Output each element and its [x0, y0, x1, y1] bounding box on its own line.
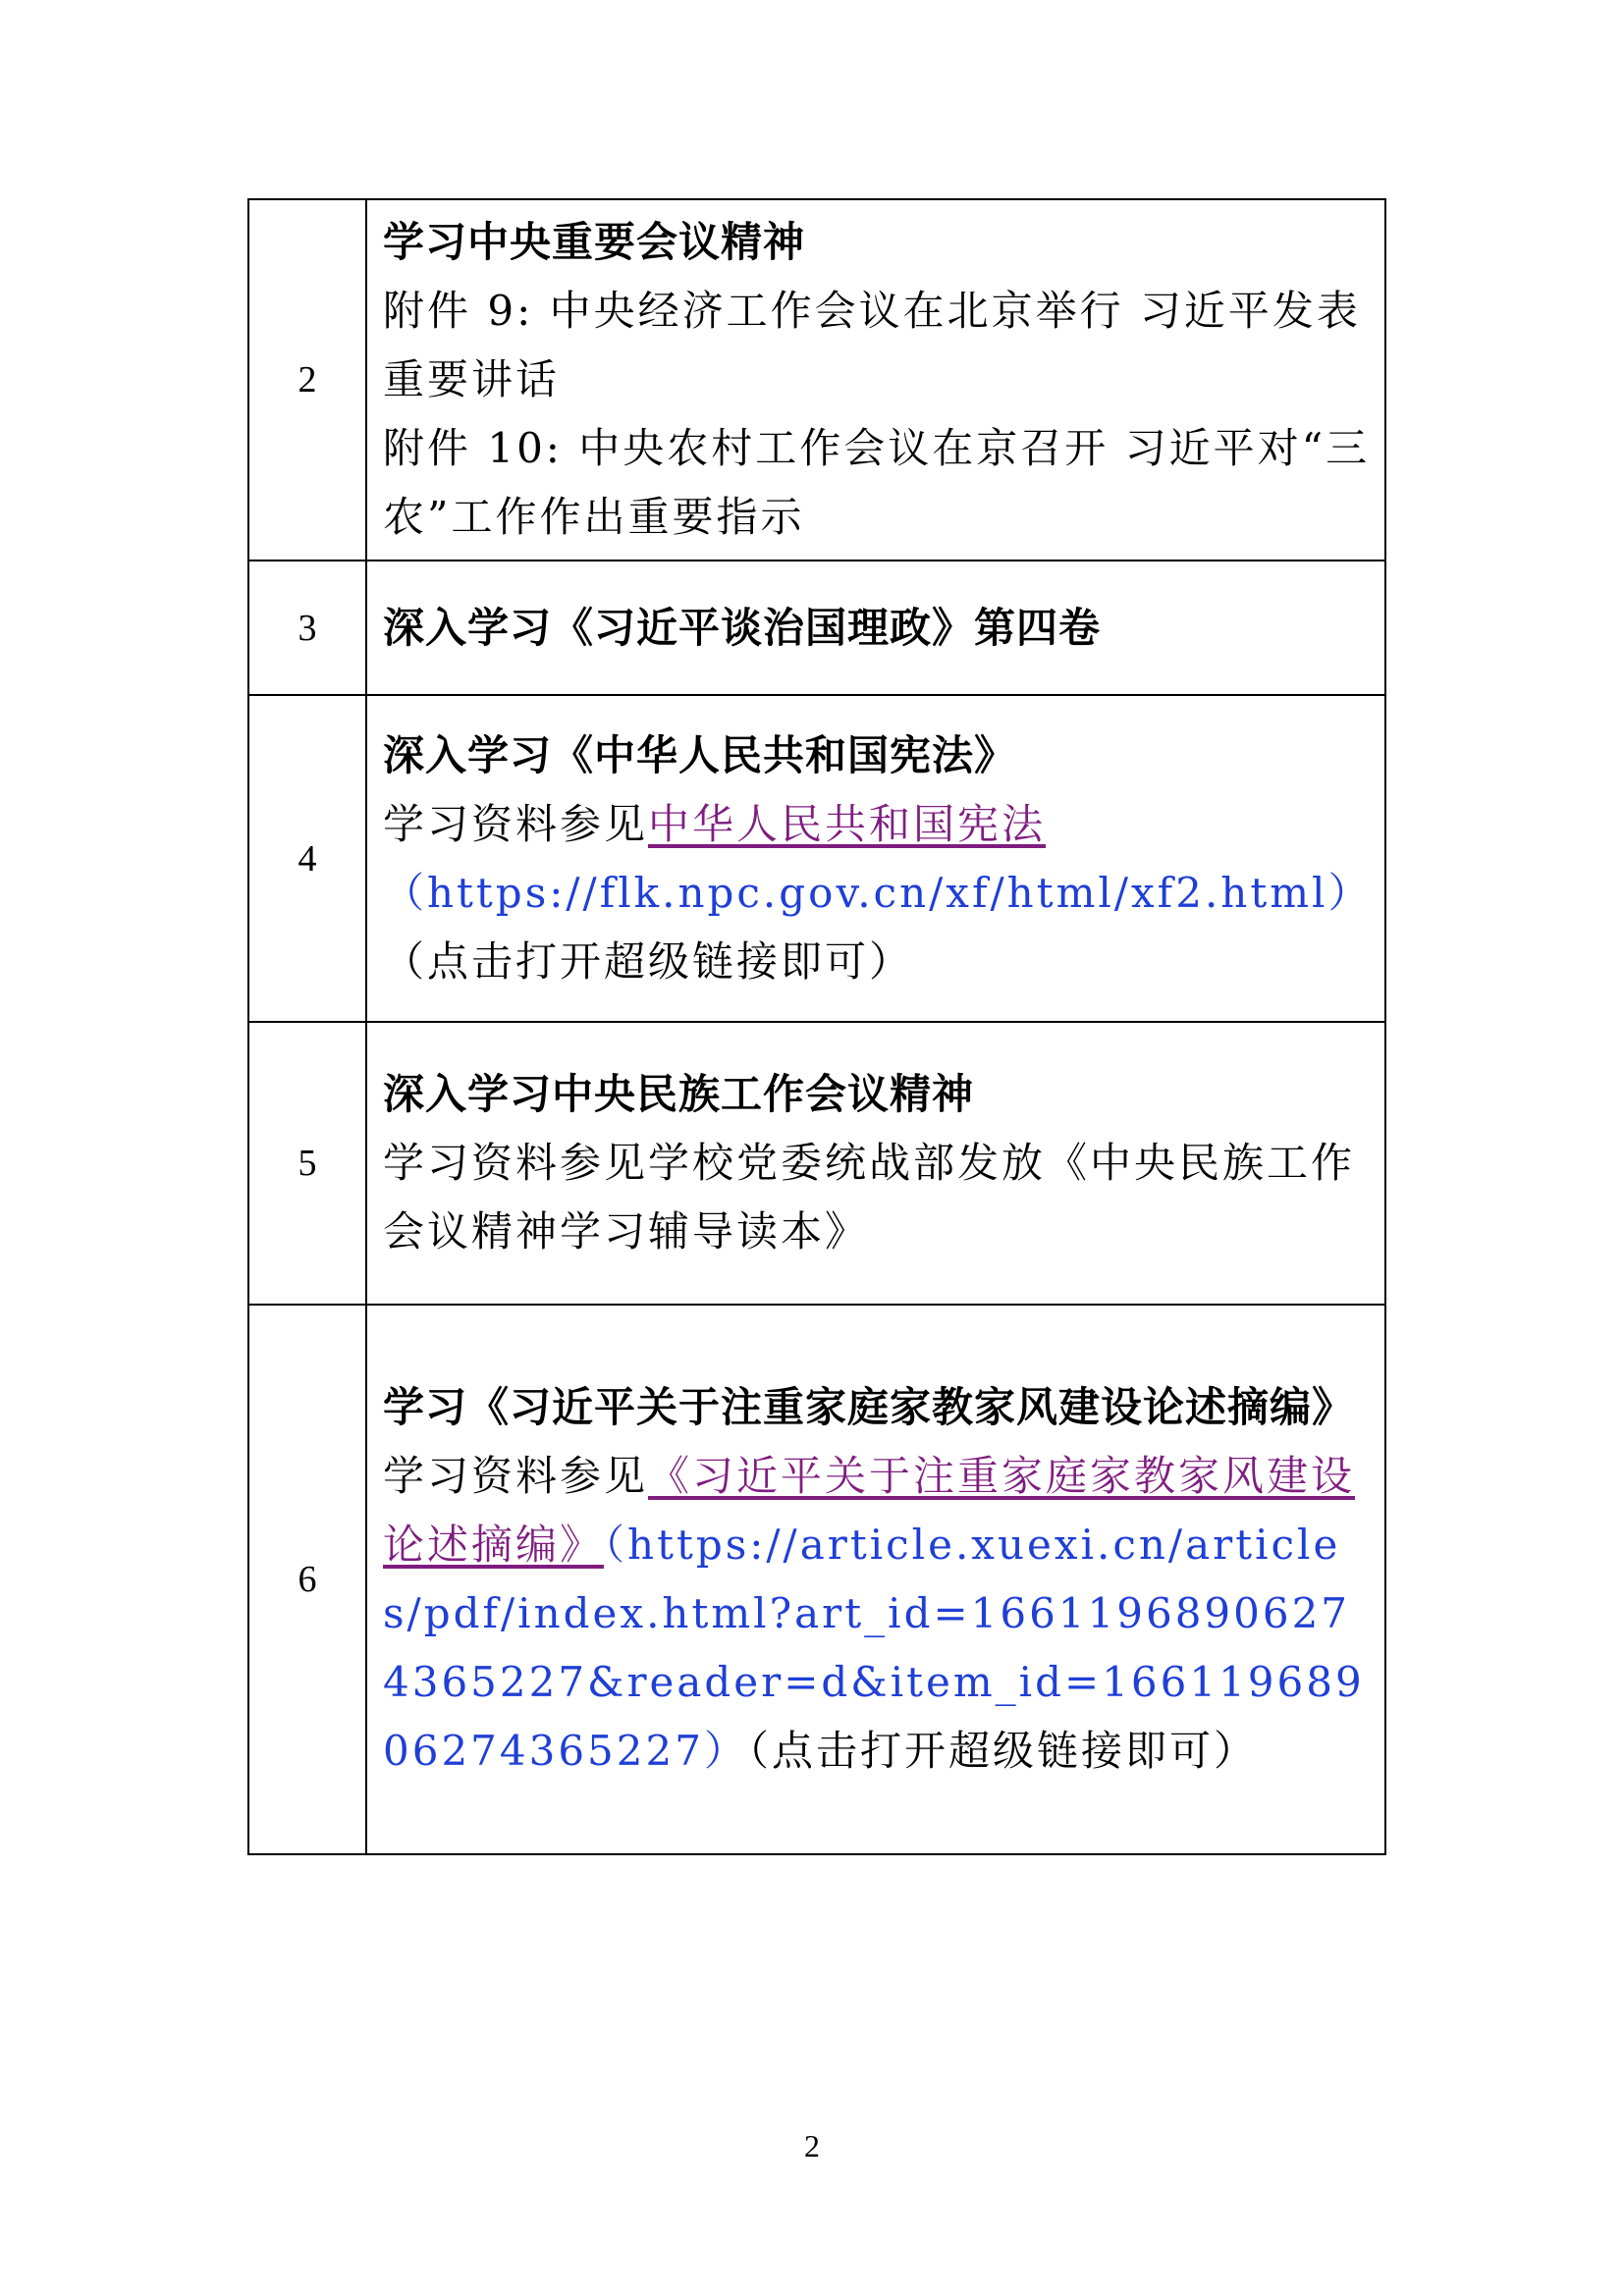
reference-prefix: 学习资料参见	[383, 799, 649, 848]
reference-line	[383, 790, 1371, 859]
reference-prefix: 学习资料参见	[383, 1452, 649, 1500]
family-tradition-link[interactable]: 《习近平关于注重家庭家教家风建设论述摘编》	[383, 1452, 1356, 1569]
reference-line: 学习资料参见学校党委统战部发放《中央民族工作会议精神学习辅导读本》	[383, 1139, 1356, 1255]
page-number: 2	[804, 2128, 820, 2163]
row-title: 深入学习《中华人民共和国宪法》	[383, 730, 1017, 779]
row-content	[366, 695, 1385, 1022]
row-number: 4	[248, 695, 366, 1022]
row-title: 深入学习中央民族工作会议精神	[383, 1070, 975, 1118]
row-content	[366, 199, 1385, 561]
study-table	[247, 198, 1386, 1855]
row-content	[366, 1022, 1385, 1305]
attachment-10: 附件 10: 中央农村工作会议在京召开 习近平对“三农”工作作出重要指示	[383, 424, 1371, 541]
table-row	[248, 199, 1385, 561]
table-row	[248, 695, 1385, 1022]
reference-line	[383, 1442, 1371, 1786]
constitution-url[interactable]: （https://flk.npc.gov.cn/xf/html/xf2.html）	[383, 868, 1373, 917]
table-row	[248, 1305, 1385, 1854]
row-title: 学习《习近平关于注重家庭家教家风建设论述摘编》	[383, 1383, 1355, 1431]
row-number: 3	[248, 561, 366, 695]
row-content	[366, 561, 1385, 695]
row-title: 学习中央重要会议精神	[383, 218, 806, 266]
family-tradition-url[interactable]: （https://article.xuexi.cn/articles/pdf/index.html?art_id=16611968906274365227&reader=d&item_id=16611968906274365227）	[383, 1521, 1365, 1775]
row-content	[366, 1305, 1385, 1854]
attachment-9: 附件 9: 中央经济工作会议在北京举行 习近平发表重要讲话	[383, 287, 1361, 403]
row-number: 5	[248, 1022, 366, 1305]
row-title: 深入学习《习近平谈治国理政》第四卷	[383, 603, 1102, 652]
table-row	[248, 1022, 1385, 1305]
link-hint: （点击打开超级链接即可）	[383, 936, 914, 986]
row-number: 2	[248, 199, 366, 561]
link-hint: （点击打开超级链接即可）	[747, 1727, 1258, 1775]
row-number: 6	[248, 1305, 366, 1854]
constitution-link[interactable]: 中华人民共和国宪法	[648, 799, 1047, 848]
table-row	[248, 561, 1385, 695]
